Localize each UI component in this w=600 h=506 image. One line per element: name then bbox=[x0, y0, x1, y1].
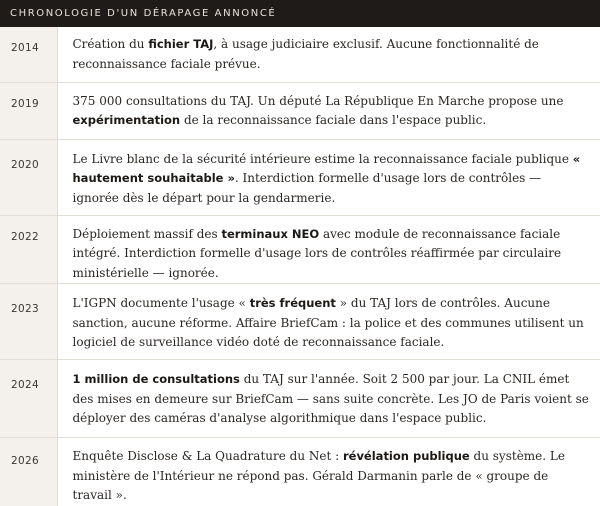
event-text: de la reconnaissance faciale dans l'espace public. bbox=[180, 113, 487, 127]
event-highlight: 1 million de consultations bbox=[72, 372, 240, 386]
timeline-row bbox=[0, 215, 600, 284]
timeline-table bbox=[0, 27, 600, 506]
event-text: . Interdiction formelle d'usage lors de contrôles — ignorée dès le départ pour la gendarmerie. bbox=[72, 171, 542, 205]
year-cell: 2024 bbox=[0, 360, 57, 438]
year-cell: 2026 bbox=[0, 438, 57, 506]
year-cell: 2019 bbox=[0, 82, 57, 139]
timeline-header: CHRONOLOGIE D'UN DÉRAPAGE ANNONCÉ bbox=[0, 0, 600, 27]
event-text: L'IGPN documente l'usage « bbox=[72, 296, 250, 310]
event-text: avec module de reconnaissance faciale intégré. Interdiction formelle d'usage lors de contrôles réaffirmée par circulaire ministérielle — ignorée. bbox=[72, 226, 562, 280]
event-cell bbox=[57, 438, 600, 506]
event-cell bbox=[57, 82, 600, 139]
year-cell: 2014 bbox=[0, 27, 57, 82]
event-cell bbox=[57, 139, 600, 215]
event-cell bbox=[57, 215, 600, 284]
year-cell: 2020 bbox=[0, 139, 57, 215]
timeline-row bbox=[0, 139, 600, 215]
event-text: Création du bbox=[72, 37, 149, 51]
event-highlight: expérimentation bbox=[72, 113, 181, 127]
event-text: » du TAJ lors de contrôles. Aucune sanction, aucune réforme. Affaire BriefCam : la police et des communes utilisent un logiciel de surveillance vidéo doté de reconnaissance faciale. bbox=[72, 296, 584, 349]
event-highlight: très fréquent bbox=[249, 296, 336, 310]
year-cell: 2023 bbox=[0, 284, 57, 360]
event-text: Enquête Disclose & La Quadrature du Net : bbox=[72, 449, 343, 463]
event-text: Le Livre blanc de la sécurité intérieure estime la reconnaissance faciale publique bbox=[72, 151, 573, 166]
event-text: , à usage judiciaire exclusif. Aucune fonctionnalité de reconnaissance faciale prévue. bbox=[72, 37, 539, 71]
timeline-row bbox=[0, 27, 600, 82]
timeline-row bbox=[0, 284, 600, 360]
event-highlight: révélation publique bbox=[342, 449, 470, 463]
timeline-row bbox=[0, 438, 600, 506]
event-highlight: « hautement souhaitable » bbox=[72, 151, 581, 185]
event-cell bbox=[57, 360, 600, 438]
timeline-row bbox=[0, 360, 600, 438]
event-text: 375 000 consultations du TAJ. Un député La République En Marche propose une bbox=[72, 93, 564, 108]
timeline-row bbox=[0, 82, 600, 139]
event-highlight: fichier TAJ bbox=[148, 37, 214, 51]
event-cell bbox=[57, 27, 600, 82]
event-text: du TAJ sur l'année. Soit 2 500 par jour. La CNIL émet des mises en demeure sur BriefCam — sans suite concrète. Les JO de Paris voient se déployer des caméras d'analyse algorithmique dans l'espace public. bbox=[72, 372, 589, 425]
event-text: Déploiement massif des bbox=[72, 226, 222, 241]
event-cell bbox=[57, 284, 600, 360]
event-highlight: terminaux NEO bbox=[221, 226, 320, 241]
event-text: du système. Le ministère de l'Intérieur ne répond pas. Gérald Darmanin parle de « groupe de travail ». bbox=[72, 449, 565, 502]
year-cell: 2022 bbox=[0, 215, 57, 284]
